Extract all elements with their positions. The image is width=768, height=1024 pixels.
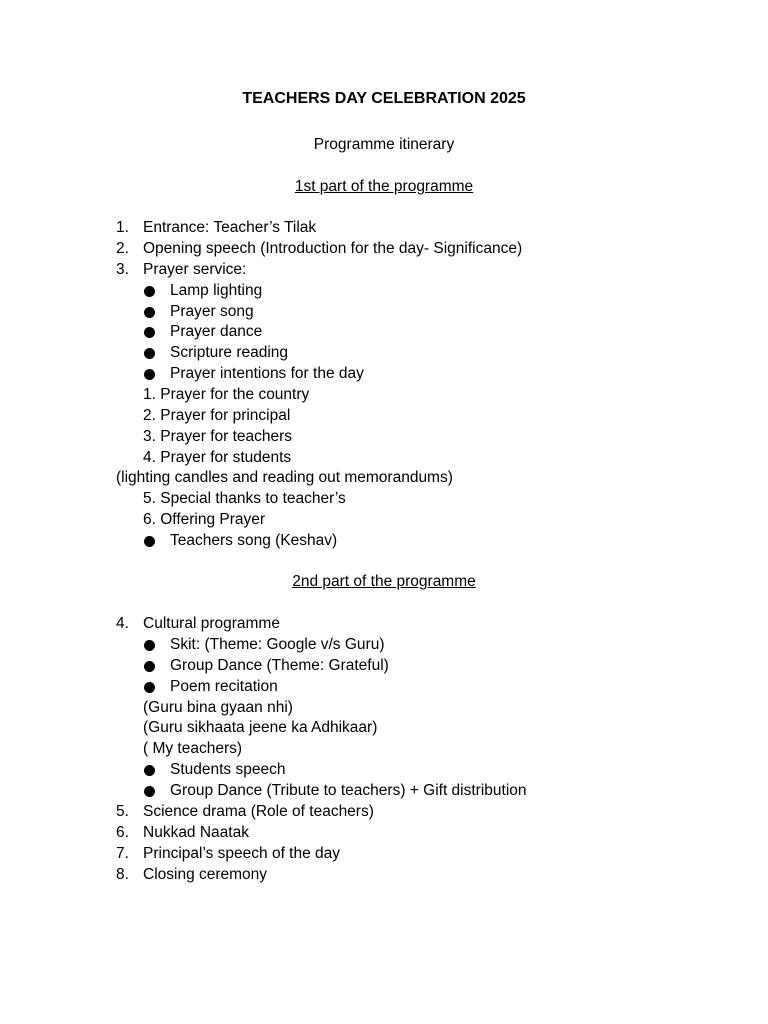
bullet-text: Prayer dance (170, 323, 263, 340)
bullet-text: Group Dance (Tribute to teachers) + Gift distribution (170, 782, 527, 799)
list-text: Science drama (Role of teachers) (143, 803, 374, 820)
bullet-text: Prayer intentions for the day (170, 365, 364, 382)
part1-heading: 1st part of the programme (294, 178, 474, 195)
list-number: 3. (116, 261, 129, 278)
bullet-icon (144, 327, 155, 338)
list-text: Closing ceremony (143, 866, 268, 883)
bullet-text: Students speech (170, 761, 286, 778)
poem-text: ( My teachers) (143, 740, 243, 757)
poem-text: (Guru sikhaata jeene ka Adhikaar) (143, 719, 378, 736)
bullet-icon (144, 536, 155, 547)
sub-list-text: 4. Prayer for students (143, 449, 292, 466)
list-text: Opening speech (Introduction for the day- Significance) (143, 240, 523, 257)
bullet-text: Group Dance (Theme: Grateful) (170, 657, 389, 674)
list-text: Prayer service: (143, 261, 247, 278)
bullet-icon (144, 765, 155, 776)
list-number: 4. (116, 615, 129, 632)
bullet-icon (144, 348, 155, 359)
list-text: Entrance: Teacher’s Tilak (143, 219, 317, 236)
sub-list-text: 3. Prayer for teachers (143, 428, 293, 445)
list-text: Cultural programme (143, 615, 280, 632)
sub-list-text: 6. Offering Prayer (143, 511, 266, 528)
list-text: Nukkad Naatak (143, 824, 249, 841)
bullet-icon (144, 369, 155, 380)
bullet-icon (144, 682, 155, 693)
bullet-text: Scripture reading (170, 344, 289, 361)
part2-heading: 2nd part of the programme (292, 573, 476, 590)
bullet-icon (144, 307, 155, 318)
list-number: 6. (116, 824, 129, 841)
sub-list-text: 5. Special thanks to teacher’s (143, 490, 346, 507)
list-number: 1. (116, 219, 129, 236)
document-title: TEACHERS DAY CELEBRATION 2025 (242, 90, 526, 107)
bullet-text: Skit: (Theme: Google v/s Guru) (170, 636, 385, 653)
note-text: (lighting candles and reading out memorandums) (116, 469, 453, 486)
sub-list-text: 2. Prayer for principal (143, 407, 291, 424)
bullet-icon (144, 661, 155, 672)
list-number: 2. (116, 240, 129, 257)
bullet-text: Poem recitation (170, 678, 278, 695)
bullet-text: Lamp lighting (170, 282, 263, 299)
bullet-text: Teachers song (Keshav) (170, 532, 338, 549)
bullet-icon (144, 640, 155, 651)
bullet-text: Prayer song (170, 303, 254, 320)
bullet-icon (144, 286, 155, 297)
list-number: 5. (116, 803, 129, 820)
list-number: 7. (116, 845, 129, 862)
sub-list-text: 1. Prayer for the country (143, 386, 310, 403)
document-subtitle: Programme itinerary (313, 136, 455, 153)
list-number: 8. (116, 866, 129, 883)
list-text: Principal’s speech of the day (143, 845, 341, 862)
poem-text: (Guru bina gyaan nhi) (143, 699, 293, 716)
bullet-icon (144, 786, 155, 797)
